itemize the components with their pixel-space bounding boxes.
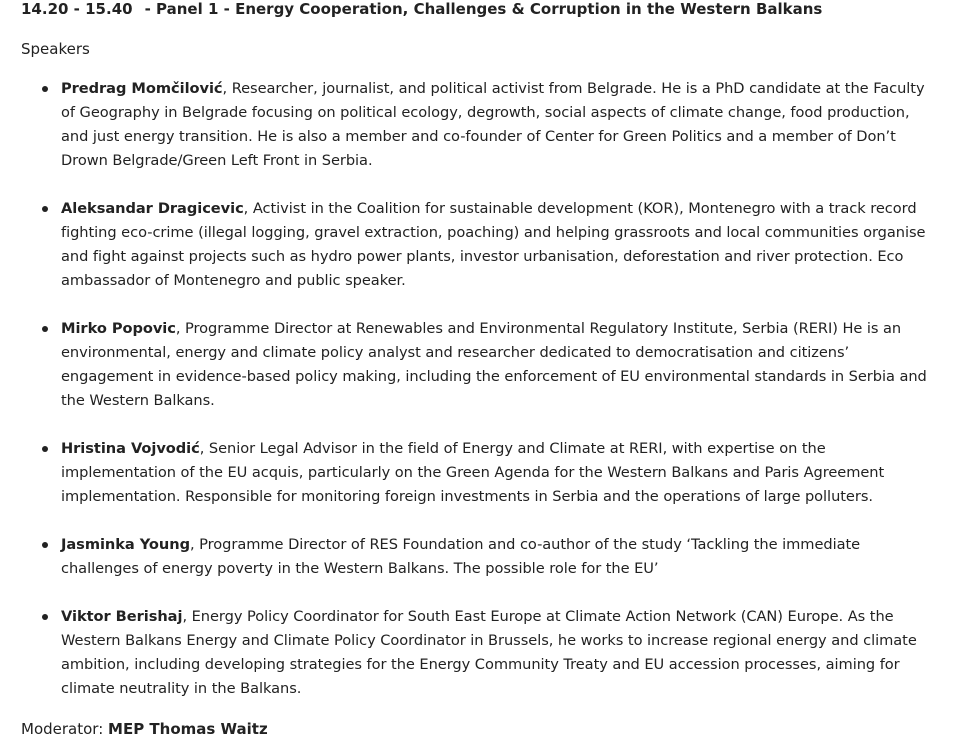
speaker-name: Mirko Popovic xyxy=(61,320,176,337)
speaker-list xyxy=(0,77,964,725)
speaker-bio: , Activist in the Coalition for sustainable development (KOR), Montenegro with a track record fighting eco-crime (illegal logging, gravel extraction, poaching) and helping grassroots and local communities organise and fight against projects such as hydro power plants, investor urbanisation, deforestation and river protection. Eco ambassador of Montenegro and public speaker. xyxy=(61,200,926,289)
speaker-item xyxy=(0,437,964,509)
panel-separator: - xyxy=(144,0,151,18)
speaker-item xyxy=(0,197,964,293)
bullet-icon xyxy=(42,326,48,332)
bullet-icon xyxy=(42,206,48,212)
speaker-name: Aleksandar Dragicevic xyxy=(61,200,244,217)
speaker-name: Viktor Berishaj xyxy=(61,608,183,625)
speaker-item xyxy=(0,533,964,581)
moderator-label: Moderator: xyxy=(21,720,109,738)
speaker-bio: , Researcher, journalist, and political activist from Belgrade. He is a PhD candidate at the Faculty of Geography in Belgrade focusing on political ecology, degrowth, social aspects of climate change, food production, and just energy transition. He is also a member and co-founder of Center for Green Politics and a member of Don’t Drown Belgrade/Green Left Front in Serbia. xyxy=(61,80,925,169)
bullet-icon xyxy=(42,614,48,620)
speaker-name: Jasminka Young xyxy=(61,536,190,553)
speaker-bio: , Senior Legal Advisor in the field of Energy and Climate at RERI, with expertise on the implementation of the EU acquis, particularly on the Green Agenda for the Western Balkans and Paris Agreement implementation. Responsible for monitoring foreign investments in Serbia and the operations of large polluters. xyxy=(61,440,885,505)
speaker-bio: , Energy Policy Coordinator for South East Europe at Climate Action Network (CAN) Europe. As the Western Balkans Energy and Climate Policy Coordinator in Brussels, he works to increase regional energy and climate ambition, including developing strategies for the Energy Community Treaty and EU accession processes, aiming for climate neutrality in the Balkans. xyxy=(61,608,917,697)
speaker-name: Hristina Vojvodić xyxy=(61,440,200,457)
speaker-name: Predrag Momčilović xyxy=(61,80,223,97)
speaker-bio: , Programme Director at Renewables and Environmental Regulatory Institute, Serbia (RERI) He is an environmental, energy and climate policy analyst and researcher dedicated to democratisation and citizens’ engagement in evidence-based policy making, including the enforcement of EU environmental standards in Serbia and the Western Balkans. xyxy=(61,320,927,409)
speaker-item xyxy=(0,77,964,173)
moderator-line xyxy=(21,717,268,741)
bullet-icon xyxy=(42,86,48,92)
bullet-icon xyxy=(42,446,48,452)
panel-time: 14.20 - 15.40 xyxy=(21,0,133,18)
speaker-item xyxy=(0,605,964,701)
speaker-bio: , Programme Director of RES Foundation and co-author of the study ‘Tackling the immediate challenges of energy poverty in the Western Balkans. The possible role for the EU’ xyxy=(61,536,861,577)
bullet-icon xyxy=(42,542,48,548)
moderator-name: MEP Thomas Waitz xyxy=(108,720,268,738)
speaker-item xyxy=(0,317,964,413)
panel-heading xyxy=(21,0,951,21)
panel-title: Panel 1 - Energy Cooperation, Challenges & Corruption in the Western Balkans xyxy=(156,0,823,18)
speakers-heading: Speakers xyxy=(21,40,90,58)
